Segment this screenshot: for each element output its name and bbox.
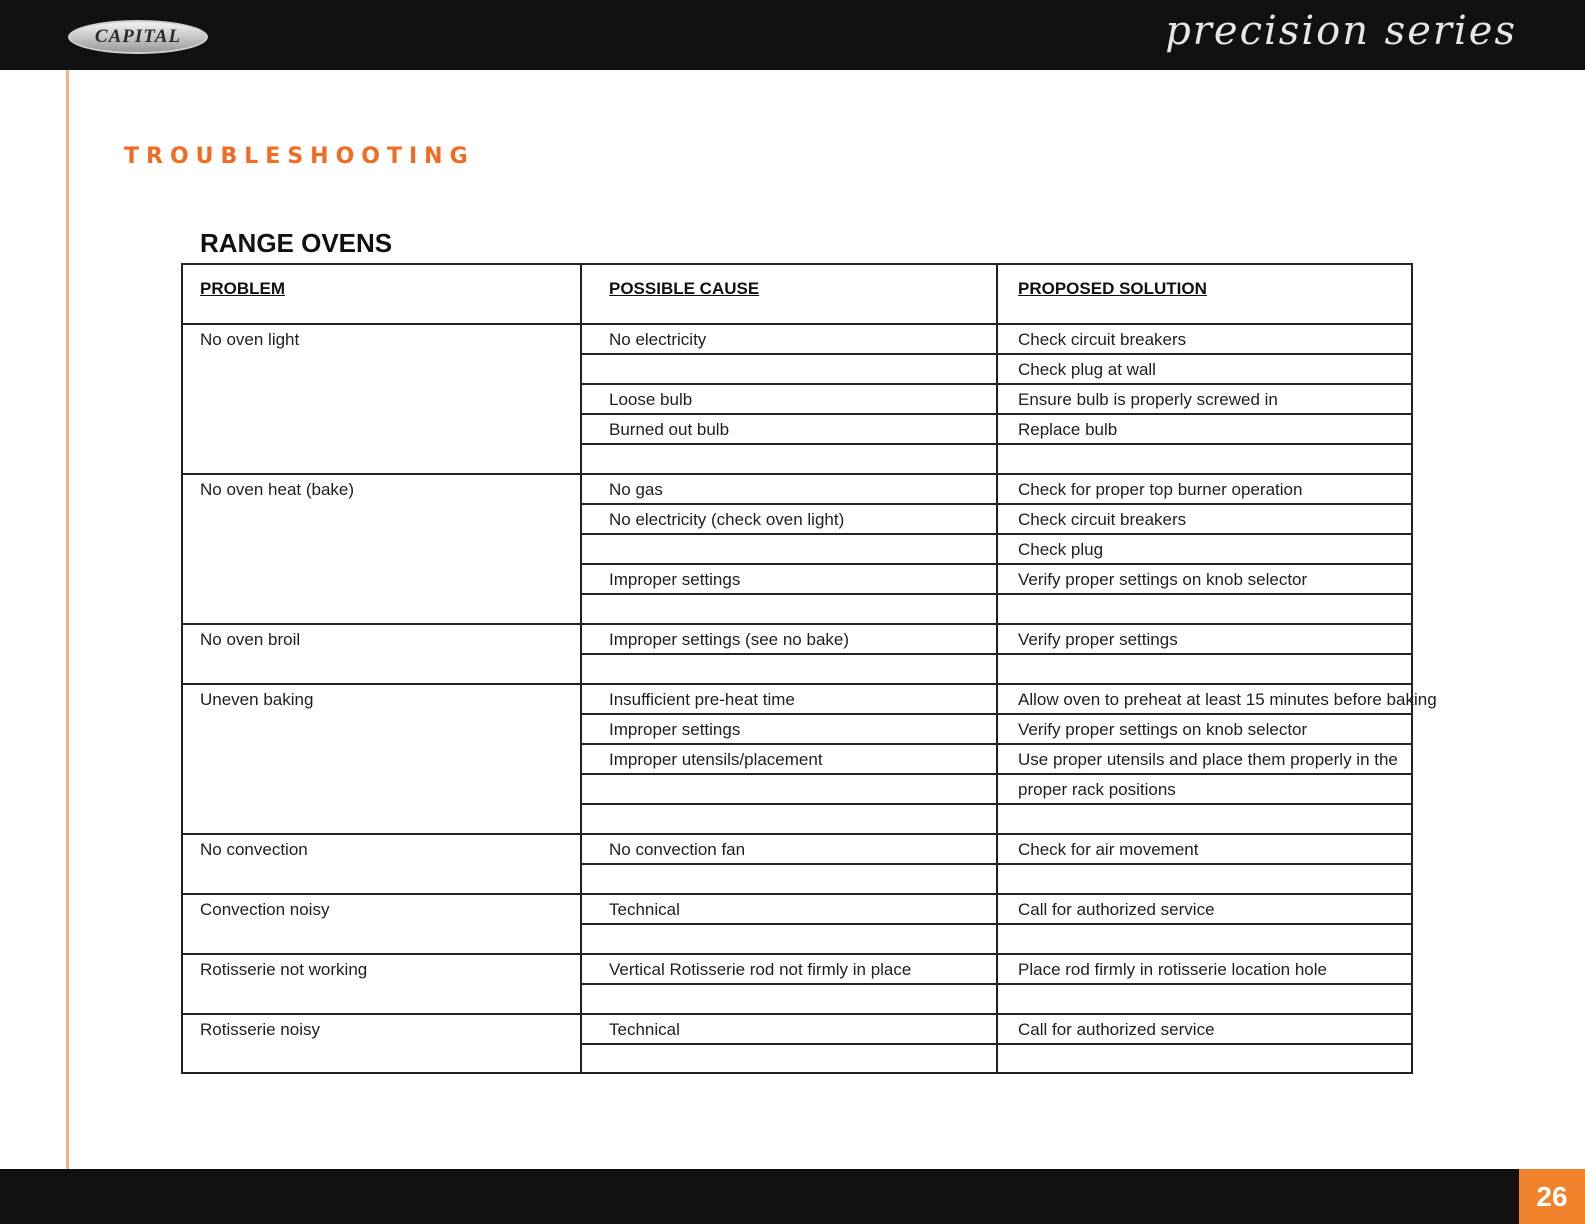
column-header-problem: PROBLEM: [200, 279, 285, 298]
margin-rule: [66, 70, 69, 1170]
solution-cell: Call for authorized service: [1018, 900, 1215, 919]
solution-cell: Check circuit breakers: [1018, 510, 1187, 529]
cause-cell: No gas: [609, 480, 663, 499]
page-number: 26: [1519, 1169, 1585, 1224]
group-divider: [183, 833, 1411, 835]
cause-cell: No electricity: [609, 330, 707, 349]
row-divider: [580, 653, 1411, 655]
solution-cell: Check plug: [1018, 540, 1104, 559]
row-divider: [580, 413, 1411, 415]
cause-cell: Improper utensils/placement: [609, 750, 823, 769]
column-header-cause: POSSIBLE CAUSE: [609, 279, 760, 298]
footer-bar: [0, 1169, 1585, 1224]
logo-text: CAPITAL: [94, 26, 182, 47]
solution-cell: Allow oven to preheat at least 15 minutes before baking: [1018, 690, 1437, 709]
row-divider: [580, 1043, 1411, 1045]
solution-cell: Check plug at wall: [1018, 360, 1156, 379]
solution-cell: Call for authorized service: [1018, 1020, 1215, 1039]
row-divider: [580, 983, 1411, 985]
solution-cell: Use proper utensils and place them properly in the: [1018, 750, 1398, 769]
group-divider: [183, 683, 1411, 685]
row-divider: [580, 353, 1411, 355]
row-divider: [580, 563, 1411, 565]
series-title: precision series: [1165, 8, 1517, 54]
row-divider: [580, 713, 1411, 715]
solution-cell: Ensure bulb is properly screwed in: [1018, 390, 1278, 409]
solution-cell: Verify proper settings: [1018, 630, 1178, 649]
table-title: RANGE OVENS: [200, 228, 393, 258]
capital-logo: [68, 20, 208, 54]
row-divider: [580, 773, 1411, 775]
row-divider: [580, 593, 1411, 595]
problem-cell: Rotisserie not working: [200, 960, 368, 979]
solution-cell: Verify proper settings on knob selector: [1018, 720, 1308, 739]
problem-cell: No oven heat (bake): [200, 480, 355, 499]
problem-cell: No oven broil: [200, 630, 301, 649]
group-divider: [183, 1013, 1411, 1015]
row-divider: [580, 383, 1411, 385]
problem-cell: Rotisserie noisy: [200, 1020, 320, 1039]
column-header-solution: PROPOSED SOLUTION: [1018, 279, 1207, 298]
row-divider: [580, 743, 1411, 745]
problem-cell: No convection: [200, 840, 308, 859]
header-bar: [0, 0, 1585, 70]
cause-cell: No electricity (check oven light): [609, 510, 845, 529]
group-divider: [183, 473, 1411, 475]
cause-cell: Technical: [609, 1020, 680, 1039]
row-divider: [580, 443, 1411, 445]
cause-cell: Technical: [609, 900, 680, 919]
solution-cell: Check for air movement: [1018, 840, 1199, 859]
column-divider: [580, 265, 582, 1072]
solution-cell: proper rack positions: [1018, 780, 1176, 799]
problem-cell: Convection noisy: [200, 900, 330, 919]
row-divider: [580, 503, 1411, 505]
row-divider: [580, 533, 1411, 535]
cause-cell: Improper settings (see no bake): [609, 630, 850, 649]
solution-cell: Place rod firmly in rotisserie location hole: [1018, 960, 1327, 979]
problem-cell: Uneven baking: [200, 690, 314, 709]
header-divider: [183, 323, 1411, 325]
row-divider: [580, 923, 1411, 925]
column-divider: [996, 265, 998, 1072]
cause-cell: Vertical Rotisserie rod not firmly in place: [609, 960, 912, 979]
group-divider: [183, 623, 1411, 625]
cause-cell: Burned out bulb: [609, 420, 730, 439]
row-divider: [580, 803, 1411, 805]
cause-cell: Insufficient pre-heat time: [609, 690, 795, 709]
solution-cell: Check circuit breakers: [1018, 330, 1187, 349]
group-divider: [183, 893, 1411, 895]
cause-cell: Improper settings: [609, 720, 741, 739]
solution-cell: Check for proper top burner operation: [1018, 480, 1303, 499]
troubleshooting-table: [181, 263, 1437, 1074]
solution-cell: Verify proper settings on knob selector: [1018, 570, 1308, 589]
cause-cell: No convection fan: [609, 840, 746, 859]
section-title: TROUBLESHOOTING: [124, 144, 475, 169]
solution-cell: Replace bulb: [1018, 420, 1118, 439]
group-divider: [183, 953, 1411, 955]
row-divider: [580, 863, 1411, 865]
problem-cell: No oven light: [200, 330, 300, 349]
cause-cell: Improper settings: [609, 570, 741, 589]
cause-cell: Loose bulb: [609, 390, 693, 409]
